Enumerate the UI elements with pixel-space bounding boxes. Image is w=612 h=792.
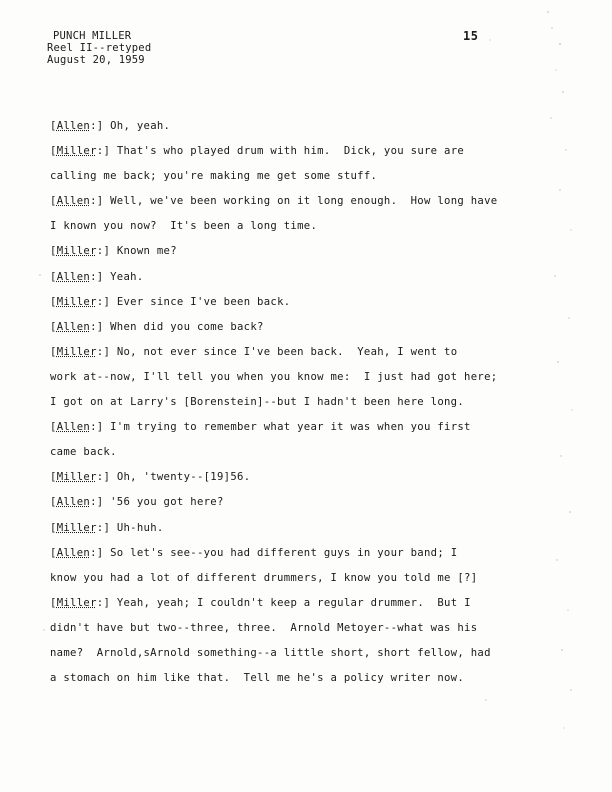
speaker-tag: [Miller:] (50, 471, 117, 484)
page-number: 15 (463, 29, 479, 43)
transcript-text: calling me back; you're making me get some stuff. (50, 170, 378, 183)
speaker-name: Allen (56, 546, 91, 559)
transcript-line (50, 390, 520, 415)
transcript-text: That's who played drum with him. Dick, you sure are (116, 145, 465, 158)
transcript-line (50, 591, 520, 616)
transcript-text: came back. (50, 446, 117, 459)
speaker-name: Miller (56, 245, 97, 258)
transcript-line (50, 490, 520, 515)
transcript-line (50, 214, 520, 239)
transcript-text: Yeah, yeah; I couldn't keep a regular drummer. But I (116, 596, 471, 609)
transcript-text: '56 you got here? (110, 496, 224, 509)
transcript-line (50, 265, 520, 290)
speaker-tag: [Miller:] (50, 521, 117, 534)
transcript-text: Yeah. (110, 270, 144, 283)
transcript-text: I'm trying to remember what year it was when you first (110, 421, 471, 434)
transcript-line (50, 139, 520, 164)
transcript-line (50, 541, 520, 566)
transcript-line (50, 465, 520, 490)
speaker-tag: [Miller:] (50, 145, 117, 158)
transcript-text: I known you now? It's been a long time. (50, 220, 318, 233)
speaker-name: Allen (56, 320, 91, 333)
transcript-text: Ever since I've been back. (116, 295, 291, 308)
speaker-tag: [Miller:] (50, 345, 117, 358)
document-header (47, 30, 151, 66)
transcript-text: Uh-huh. (116, 521, 164, 534)
transcript-line (50, 290, 520, 315)
speaker-tag: [Miller:] (50, 245, 117, 258)
speaker-name: Allen (56, 195, 91, 208)
transcript-text: Oh, yeah. (110, 120, 171, 132)
speaker-tag: [Allen:] (50, 496, 111, 509)
transcript-text: Known me? (116, 245, 177, 258)
speaker-tag: [Miller:] (50, 596, 117, 609)
speaker-name: Allen (56, 120, 91, 132)
transcript-text: work at--now, I'll tell you when you know me: I just had got here; (50, 370, 498, 383)
reel-label: Reel II--retyped (47, 42, 152, 54)
speaker-tag: [Allen:] (50, 320, 111, 333)
transcript-body (50, 114, 520, 691)
speaker-name: Miller (56, 596, 97, 609)
speaker-tag: [Miller:] (50, 295, 117, 308)
speaker-name: Miller (56, 345, 97, 358)
transcript-line (50, 666, 520, 691)
transcript-line (50, 340, 520, 365)
speaker-name: Allen (56, 496, 91, 509)
interview-title: PUNCH MILLER (53, 30, 132, 42)
transcript-line (50, 516, 520, 541)
transcript-line (50, 641, 520, 666)
speaker-tag: [Allen:] (50, 546, 111, 559)
transcript-text: didn't have but two--three, three. Arnold Metoyer--what was his (50, 621, 478, 634)
transcript-line (50, 440, 520, 465)
transcript-line (50, 415, 520, 440)
transcript-line (50, 189, 520, 214)
transcript-line (50, 365, 520, 390)
transcript-text: Oh, 'twenty--[19]56. (116, 471, 251, 484)
transcript-line (50, 315, 520, 340)
transcript-text: So let's see--you had different guys in your band; I (110, 546, 458, 559)
speaker-tag: [Allen:] (50, 270, 111, 283)
speaker-tag: [Allen:] (50, 421, 111, 434)
transcript-text: I got on at Larry's [Borenstein]--but I hadn't been here long. (50, 396, 465, 409)
transcript-text: Well, we've been working on it long enough. How long have (110, 195, 498, 208)
transcript-line (50, 616, 520, 641)
transcript-text: No, not ever since I've been back. Yeah, I went to (116, 345, 458, 358)
speaker-name: Miller (56, 471, 97, 484)
speaker-name: Miller (56, 145, 97, 158)
transcript-text: When did you come back? (110, 320, 264, 333)
transcript-text: a stomach on him like that. Tell me he's a policy writer now. (50, 672, 465, 685)
speaker-name: Miller (56, 521, 97, 534)
transcript-line (50, 239, 520, 264)
speaker-tag: [Allen:] (50, 120, 111, 132)
transcript-line (50, 114, 520, 139)
speaker-name: Allen (56, 270, 91, 283)
speaker-name: Allen (56, 421, 91, 434)
interview-date: August 20, 1959 (47, 54, 145, 66)
speaker-tag: [Allen:] (50, 195, 111, 208)
transcript-line (50, 164, 520, 189)
transcript-text: name? Arnold,sArnold something--a little short, short fellow, had (50, 646, 491, 659)
transcript-text: know you had a lot of different drummers, I know you told me [?] (50, 571, 478, 584)
transcript-line (50, 566, 520, 591)
speaker-name: Miller (56, 295, 97, 308)
